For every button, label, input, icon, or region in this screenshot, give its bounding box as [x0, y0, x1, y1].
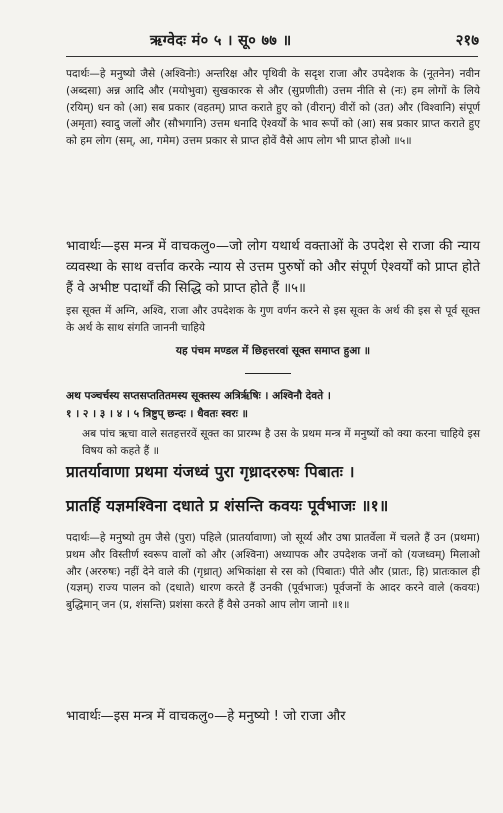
- padarth-paragraph-2: पदार्थः—हे मनुष्यो तुम जैसे (पुरा) पहिले (प्रातर्यावाणा) जो सूर्य्य और उषा प्रातर्वेला में चलते हैं उन (प्रथमा) प्रथम और विस्तीर्ण स्वरूप वालों को और (अश्विना) अध्यापक और उपदेशक जनों को (यजध्वम्) मिलाओ और (अररुषः) नहीं देने वाले की (गृध्रात्) अभिकांक्षा से रस को (पिबातः) पीते और (प्रातः, हि) प्रातःकाल ही (यज्ञम्) राज्य पालन को (दधाते) धारण करते हैं उनकी (पूर्वभाजः) पूर्वजनों के आदर करने वाले (कवयः) बुद्धिमान् जन (प्र, शंसन्ति) प्रशंसा करते हैं वैसे उनको आप लोग जानो ॥१॥: [66, 532, 480, 612]
- page-header: [0, 30, 503, 52]
- padarth-paragraph-1: पदार्थः—हे मनुष्यो जैसे (अश्विनोः) अन्तरिक्ष और पृथिवी के सदृश राजा और उपदेशक के (नूतनेन) नवीन (अब्दसा) अन्न आदि और (मयोभुवा) सुखकारक से और (सुप्रणीती) उत्तम नीति से (नः) हम लोगों के लिये (रयिम्) धन को (आ) सब प्रकार (वहतम्) प्राप्त कराते हुए को (वीरान्) वीरों को (उत) और (विश्वानि) संपूर्ण (अमृता) स्वादु जलों और (सौभगानि) उत्तम धनादि ऐश्वर्यों के भाव रूपों को (आ) सब प्रकार प्राप्त कराते हुए को हम लोग (सम्, आ, गमेम) उत्तम प्रकार से प्राप्त होवें वैसे आप लोग भी प्राप्त होओ ॥५॥: [66, 68, 480, 148]
- mantra-line-2: प्रातर्हि यज्ञमश्विना दधाते प्र शंसन्ति कवयः पूर्वभाजः ॥१॥: [66, 497, 389, 515]
- mantra-line-1: प्रातर्यावाणा प्रथमा यंजध्वं पुरा गृध्रादररुषः पिबातः ।: [66, 463, 355, 481]
- sukta-intro-text: अब पांच ऋचा वाले सतहत्तरवें सूक्त का प्रारम्भ है उस के प्रथम मन्त्र में मनुष्यों को क्या करना चाहिये इस विषय को कहते हैं ॥: [82, 428, 480, 457]
- sukta-closing-note: इस सूक्त में अग्नि, अश्वि, राजा और उपदेशक के गुण वर्णन करने से इस सूक्त के अर्थ की इस से पूर्व सूक्त के अर्थ के साथ संगति जाननी चाहिये: [66, 305, 480, 334]
- bhavarth-paragraph-1: भावार्थः—इस मन्त्र में वाचकलु०—जो लोग यथार्थ वक्ताओं के उपदेश से राजा की न्याय व्यवस्था के साथ वर्त्ताव करके न्याय से उत्तम पुरुषों को और संपूर्ण ऐश्वर्यों को प्राप्त होते हैं वे अभीष्ट पदार्थों की सिद्धि को प्राप्त होते हैं ॥५॥: [66, 239, 480, 296]
- bhavarth-paragraph-2: भावार्थः—इस मन्त्र में वाचकलु०—हे मनुष्यो ! जो राजा और: [66, 709, 346, 724]
- sukta-intro-line-1: अथ पञ्चर्चस्य सप्तसप्ततितमस्य सूक्तस्य अत्रिर्ऋषिः । अश्विनौ देवते ।: [66, 390, 331, 402]
- sukta-concluded-line: यह पंचम मण्डल में छिहत्तरवां सूक्त समाप्त हुआ ॥: [175, 345, 371, 357]
- running-title: ऋग्वेदः मं० ५ । सू० ७७ ॥: [150, 33, 292, 49]
- page-number: २१७: [455, 31, 479, 49]
- section-separator: [245, 373, 291, 374]
- header-rule: [66, 56, 478, 57]
- sukta-intro-line-2: १ । २ । ३ । ४ । ५ त्रिष्टुप् छन्दः । धैवतः स्वरः ॥: [66, 408, 248, 420]
